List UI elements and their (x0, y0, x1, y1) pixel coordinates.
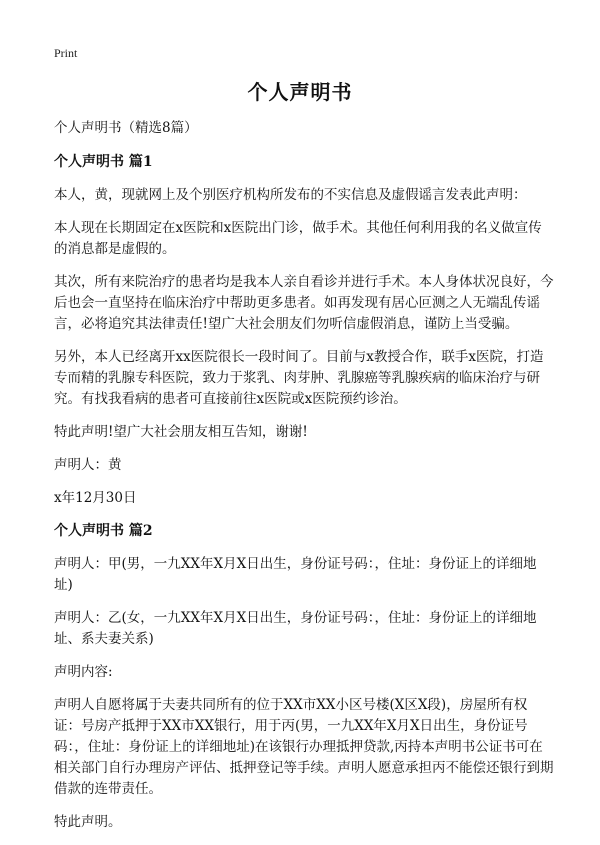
section-1-date: x年12月30日 (54, 490, 137, 506)
section-2-paragraph: 声明人自愿将属于夫妻共同所有的位于XX市XX小区号楼(X区X段)，房屋所有权证：号房产抵押于XX市XX银行，用于丙(男，一九XX年X月X日出生，身份证号码：，住址：身份证上的详细地址)在该银行办理抵押贷款,丙持本声明书公证书可在相关部门自行办理房产评估、抵押登记等手续。声明人愿意承担丙不能偿还银行到期借款的连带责任。 (54, 697, 554, 797)
section-2-paragraph: 声明人：甲(男，一九XX年X月X日出生，身份证号码：，住址：身份证上的详细地址) (54, 556, 537, 593)
document-body (54, 118, 554, 845)
section-1-paragraph: 本人现在长期固定在x医院和x医院出门诊，做手术。其他任何利用我的名义做宣传的消息都是虚假的。 (54, 220, 542, 257)
section-2-paragraph: 声明人：乙(女，一九XX年X月X日出生，身份证号码：，住址：身份证上的详细地址、系夫妻关系) (54, 610, 537, 647)
section-1-paragraph: 本人，黄，现就网上及个别医疗机构所发布的不实信息及虚假谣言发表此声明： (54, 187, 527, 203)
print-link[interactable]: Print (54, 46, 78, 60)
section-1-paragraph: 其次，所有来院治疗的患者均是我本人亲自看诊并进行手术。本人身体状况良好，今后也会一直坚持在临床治疗中帮助更多患者。如再发现有居心叵测之人无端乱传谣言，必将追究其法律责任!望广大社会朋友们勿听信虚假消息，谨防上当受骗。 (54, 274, 554, 332)
section-1-signatory: 声明人：黄 (54, 457, 122, 473)
section-2-paragraph: 特此声明。 (54, 814, 122, 830)
section-2-paragraph: 声明内容: (54, 664, 113, 680)
document-subtitle: 个人声明书（精选8篇） (54, 120, 198, 136)
section-1-heading: 个人声明书 篇1 (54, 154, 153, 170)
section-1-paragraph: 特此声明!望广大社会朋友相互告知，谢谢! (54, 424, 308, 440)
section-2-heading: 个人声明书 篇2 (54, 523, 153, 539)
section-1-paragraph: 另外，本人已经离开xx医院很长一段时间了。目前与x教授合作，联手x医院，打造专而精的乳腺专科医院，致力于浆乳、肉芽肿、乳腺癌等乳腺疾病的临床治疗与研究。有找我看病的患者可直接前往x医院或x医院预约诊治。 (54, 349, 544, 407)
document-title: 个人声明书 (247, 80, 353, 104)
